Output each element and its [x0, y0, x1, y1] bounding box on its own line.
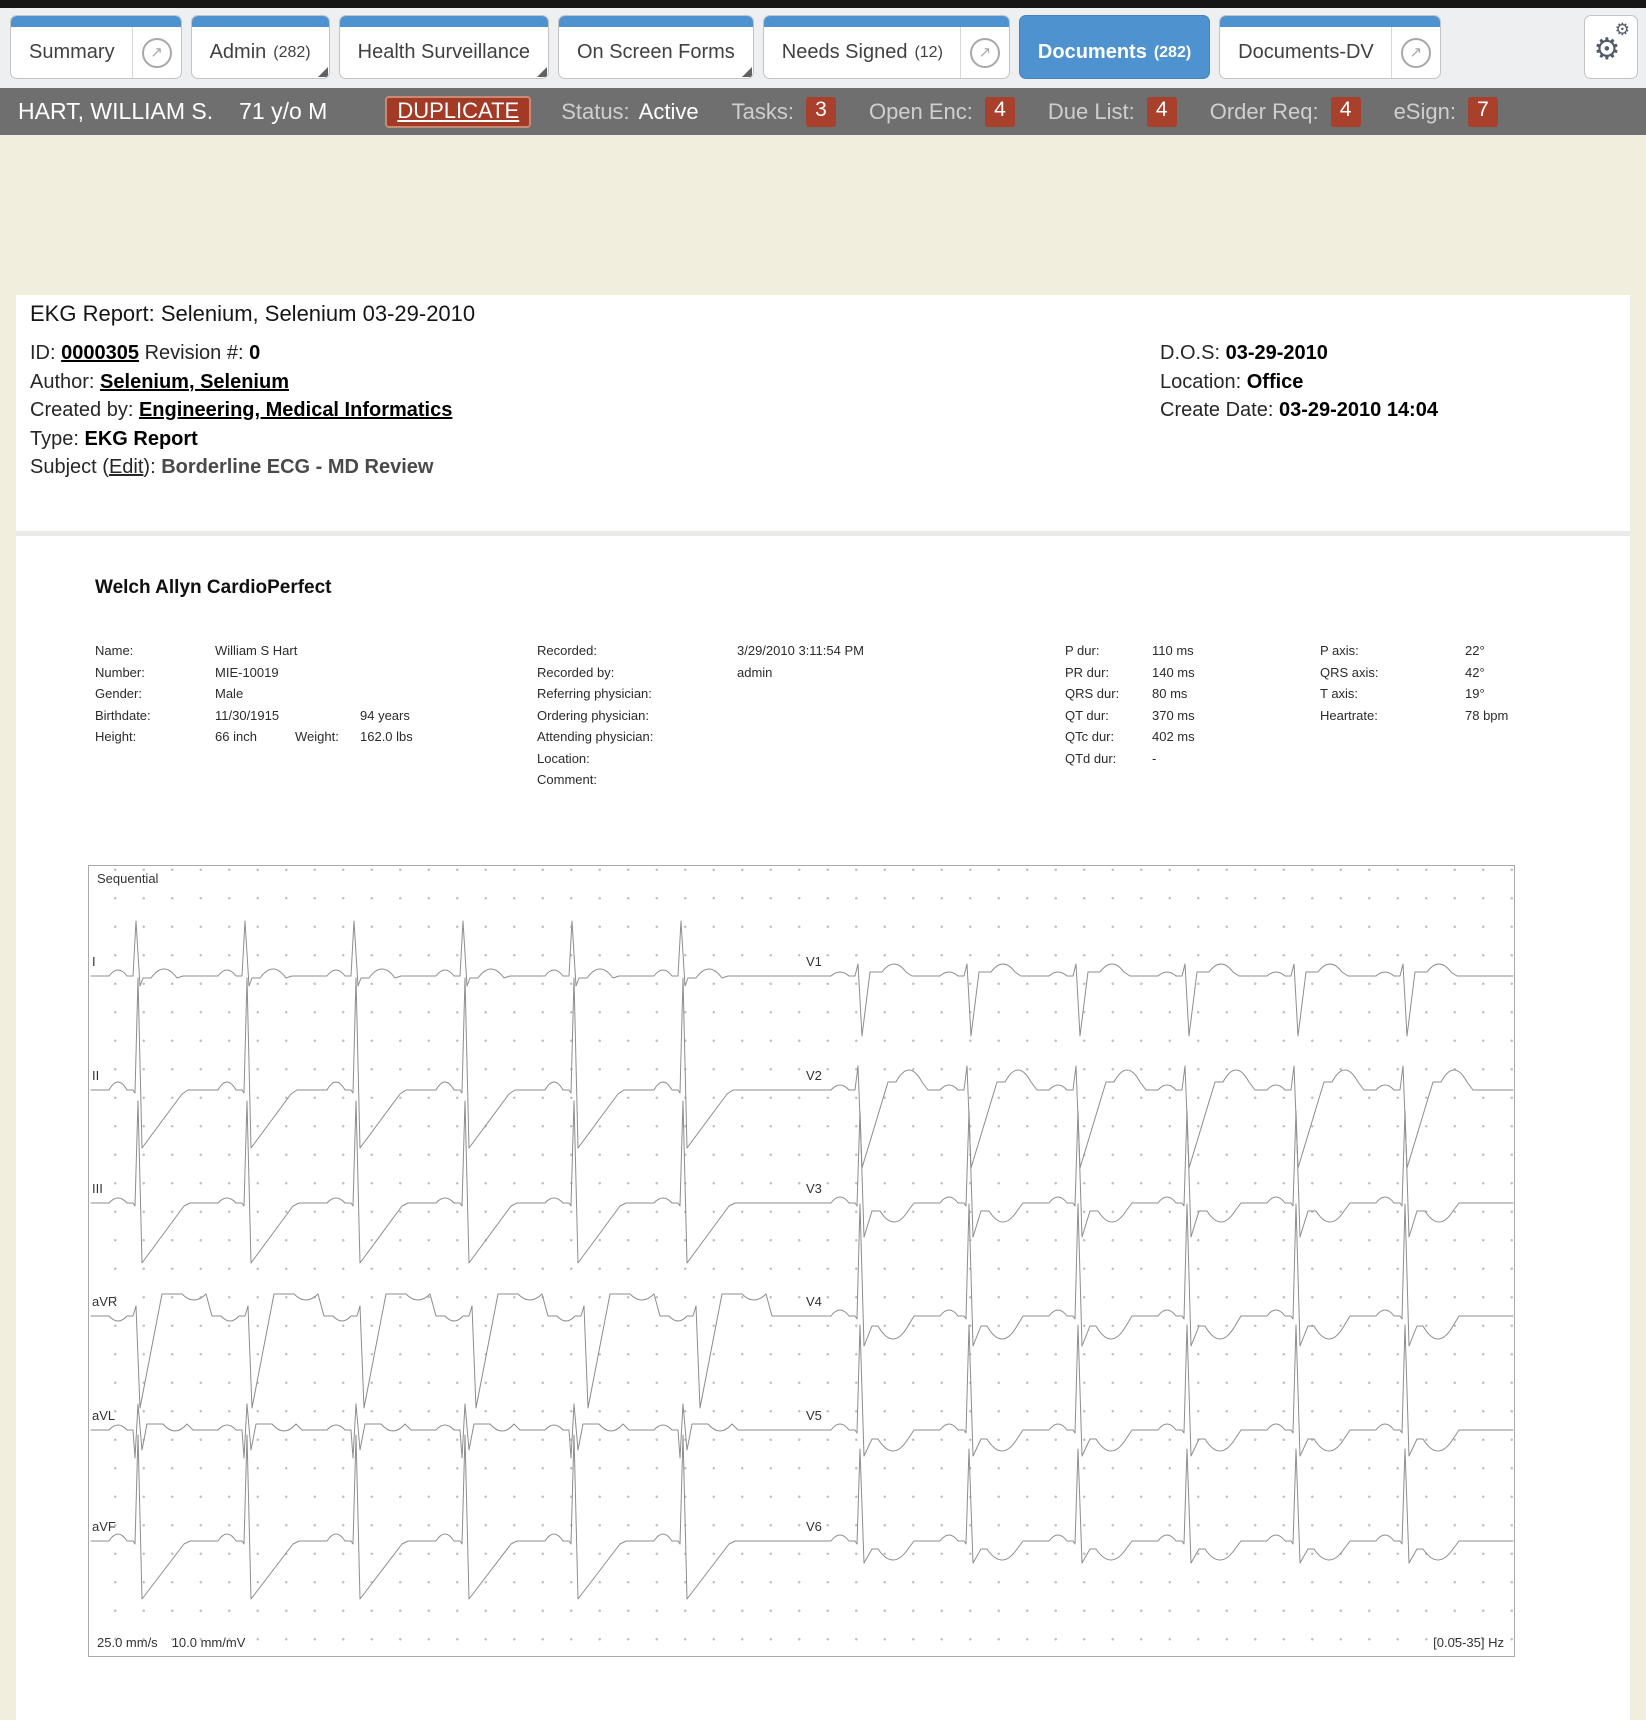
ekg-trace-ii: [91, 978, 801, 1148]
report-cell: 370 ms: [1152, 707, 1195, 723]
report-cell: William S Hart: [215, 643, 298, 658]
author-link[interactable]: Selenium, Selenium: [100, 370, 289, 393]
tab-summary[interactable]: [10, 15, 182, 79]
patient-bar: [0, 88, 1646, 135]
open-in-new-icon: ↗: [970, 38, 1000, 68]
report-cell: 402 ms: [1152, 729, 1195, 744]
tab-health-surveillance[interactable]: [339, 15, 549, 79]
patient-status: [561, 99, 698, 125]
report-cell: 22°: [1465, 643, 1485, 658]
tab-body: [340, 27, 548, 78]
gear-icon: ⚙: [1593, 32, 1621, 66]
tab-label: Summary: [29, 41, 115, 63]
report-cell: Recorded by:: [537, 664, 615, 680]
patient-name: HART, WILLIAM S.: [18, 98, 214, 124]
open-in-new-button[interactable]: [132, 27, 181, 78]
tab-body: [1020, 27, 1209, 78]
tab-accent-bar: [11, 16, 181, 27]
report-cell: Comment:: [537, 772, 597, 787]
lead-label-v1: V1: [806, 954, 822, 969]
tab-count: (282): [273, 43, 311, 61]
ekg-trace-avl: [91, 1404, 801, 1458]
report-cell: 140 ms: [1152, 664, 1195, 680]
report-cell: QTd dur:: [1065, 750, 1117, 766]
vendor-title: Welch Allyn CardioPerfect: [95, 577, 332, 598]
ekg-trace-v6: [801, 1449, 1513, 1563]
ekg-gain-value: 10.0 mm/mV: [171, 1635, 246, 1650]
tab-body: [764, 27, 1009, 78]
report-cell: admin: [737, 664, 773, 680]
report-cell: 78 bpm: [1465, 707, 1509, 723]
report-cell: QT dur:: [1065, 707, 1109, 723]
lead-label-i: I: [92, 954, 96, 969]
report-cell: Number:: [95, 664, 145, 680]
report-cell: P dur:: [1065, 643, 1100, 658]
revision-value: 0: [249, 342, 261, 364]
report-cell: 80 ms: [1152, 686, 1188, 701]
report-cell: 162.0 lbs: [360, 729, 413, 744]
ekg-trace-v1: [801, 964, 1513, 1036]
document-title: EKG Report: Selenium, Selenium 03-29-2010: [30, 301, 476, 326]
counter-label: Due List:: [1047, 98, 1135, 124]
document-info-right: [1160, 339, 1438, 425]
ekg-trace-i: [91, 921, 801, 986]
report-cell: PR dur:: [1065, 664, 1110, 680]
document-info-left: [30, 339, 452, 482]
counter-order-req: [1210, 97, 1361, 127]
report-info-grid: [16, 643, 1630, 813]
tab-accent-bar: [1020, 16, 1209, 27]
lead-label-iii: III: [92, 1181, 103, 1196]
tab-body: [11, 27, 181, 78]
report-cell: 3/29/2010 3:11:54 PM: [737, 643, 864, 658]
lead-label-v5: V5: [806, 1408, 822, 1423]
tab-on-screen-forms[interactable]: [558, 15, 754, 79]
tab-label: Health Surveillance: [357, 41, 530, 63]
report-cell: 42°: [1465, 664, 1485, 680]
counter-badge-esign[interactable]: 7: [1468, 97, 1498, 127]
tab-bar: [0, 8, 1646, 88]
tab-accent-bar: [1220, 16, 1440, 27]
tab-documents-dv[interactable]: [1219, 15, 1441, 79]
ekg-trace-v3: [801, 1111, 1513, 1237]
created-by-label: Created by:: [30, 399, 134, 421]
patient-counters: [699, 97, 1498, 127]
duplicate-badge[interactable]: DUPLICATE: [385, 96, 531, 128]
author-label: Author:: [30, 370, 95, 393]
gear-small-icon: ⚙: [1614, 20, 1630, 39]
counter-badge-order-req[interactable]: 4: [1331, 97, 1361, 127]
report-cell: 66 inch: [215, 729, 257, 744]
dropdown-corner-icon: [742, 67, 752, 77]
counter-label: eSign:: [1393, 98, 1456, 124]
location-value: Office: [1246, 370, 1304, 393]
open-in-new-icon: ↗: [142, 38, 172, 68]
subject-suffix: ):: [143, 456, 156, 478]
document-author-line: [30, 368, 452, 397]
counter-badge-due-list[interactable]: 4: [1147, 97, 1177, 127]
open-in-new-button[interactable]: [1391, 27, 1440, 78]
subject-prefix: Subject (: [30, 456, 109, 478]
dos-label: D.O.S:: [1160, 342, 1221, 364]
open-in-new-icon: ↗: [1401, 38, 1431, 68]
tab-count: (282): [1153, 43, 1192, 61]
type-label: Type:: [30, 427, 79, 450]
tab-count: (12): [914, 43, 943, 61]
tab-body: [559, 27, 753, 78]
tab-documents[interactable]: [1019, 15, 1210, 79]
dos-line: [1160, 339, 1438, 368]
subject-edit-link[interactable]: Edit: [108, 456, 144, 478]
report-cell: QTc dur:: [1065, 729, 1115, 744]
tab-label: Documents: [1037, 41, 1147, 63]
lead-label-v3: V3: [806, 1181, 822, 1196]
status-label: Status:: [561, 98, 630, 124]
counter-open-enc: [869, 97, 1015, 127]
ekg-trace-avr: [91, 1294, 801, 1408]
counter-esign: [1394, 97, 1498, 127]
counter-badge-open-enc[interactable]: 4: [985, 97, 1015, 127]
counter-tasks: [732, 97, 836, 127]
document-id-line: [30, 339, 452, 368]
location-line: [1160, 368, 1438, 397]
location-label: Location:: [1160, 370, 1242, 393]
report-cell: Ordering physician:: [537, 707, 649, 723]
id-link[interactable]: 0000305: [61, 342, 139, 364]
report-cell: Location:: [537, 750, 590, 766]
ekg-mode-label: Sequential: [97, 871, 159, 886]
patient-age-sex: 71 y/o M: [239, 98, 328, 124]
ekg-trace-iii: [91, 1101, 801, 1263]
counter-due-list: [1048, 97, 1177, 127]
counter-badge-tasks[interactable]: 3: [806, 97, 836, 127]
created-by-link[interactable]: Engineering, Medical Informatics: [138, 399, 453, 421]
dos-value: 03-29-2010: [1225, 342, 1328, 364]
report-cell: P axis:: [1320, 643, 1359, 658]
tab-accent-bar: [559, 16, 753, 27]
tab-admin[interactable]: [191, 15, 330, 79]
create-date-line: [1160, 396, 1438, 425]
section-divider: [16, 531, 1630, 536]
report-cell: QRS dur:: [1065, 686, 1120, 701]
revision-label: Revision #:: [144, 342, 244, 364]
lead-label-avr: aVR: [92, 1294, 118, 1309]
lead-label-v6: V6: [806, 1519, 822, 1534]
report-cell: Referring physician:: [537, 686, 652, 701]
report-cell: 19°: [1465, 686, 1485, 701]
counter-label: Order Req:: [1209, 98, 1319, 124]
subject-value: Borderline ECG - MD Review: [161, 456, 434, 478]
ekg-chart: [88, 865, 1515, 1657]
ekg-filter-label: [0.05-35] Hz: [1433, 1635, 1504, 1650]
ekg-trace-v5: [801, 1325, 1513, 1456]
report-cell: Recorded:: [537, 643, 597, 658]
ekg-trace-v4: [801, 1204, 1513, 1346]
counter-label: Open Enc:: [868, 98, 973, 124]
settings-button[interactable]: [1584, 15, 1638, 79]
lead-label-v4: V4: [806, 1294, 822, 1309]
report-cell: Birthdate:: [95, 707, 151, 723]
document-subject-line: [30, 453, 452, 482]
document-type-line: [30, 425, 452, 454]
document-created-by-line: [30, 396, 452, 425]
tab-label: Needs Signed: [781, 41, 908, 63]
report-cell: MIE-10019: [215, 664, 279, 680]
tab-accent-bar: [340, 16, 548, 27]
report-cell: Male: [215, 686, 244, 701]
lead-label-avl: aVL: [92, 1408, 116, 1423]
dropdown-corner-icon: [537, 67, 547, 77]
tab-label: Admin: [209, 41, 267, 63]
type-value: EKG Report: [84, 427, 198, 450]
tab-body: [192, 27, 329, 78]
document-card: [16, 295, 1630, 1720]
create-date-label: Create Date:: [1160, 399, 1274, 421]
create-date-value: 03-29-2010 14:04: [1278, 399, 1438, 421]
report-cell: Height:: [95, 729, 137, 744]
report-cell: Attending physician:: [537, 729, 654, 744]
report-cell: Heartrate:: [1320, 707, 1378, 723]
tab-accent-bar: [764, 16, 1009, 27]
lead-label-v2: V2: [806, 1068, 822, 1083]
report-cell: Gender:: [95, 686, 142, 701]
counter-label: Tasks:: [731, 98, 794, 124]
report-cell: Weight:: [295, 729, 339, 744]
tab-needs-signed[interactable]: [763, 15, 1010, 79]
lead-label-ii: II: [92, 1068, 100, 1083]
tab-body: [1220, 27, 1440, 78]
tab-row: [10, 15, 1441, 79]
content-area: [0, 135, 1646, 1720]
tab-label: On Screen Forms: [576, 41, 735, 63]
dropdown-corner-icon: [318, 67, 328, 77]
report-cell: T axis:: [1320, 686, 1359, 701]
tab-label: Documents-DV: [1238, 41, 1374, 63]
status-value: Active: [638, 98, 699, 124]
open-in-new-button[interactable]: [960, 27, 1009, 78]
ekg-trace-avf: [91, 1435, 801, 1599]
report-cell: QRS axis:: [1320, 664, 1379, 680]
id-label: ID:: [30, 342, 56, 364]
lead-label-avf: aVF: [92, 1519, 116, 1534]
window-top-strip: [0, 0, 1646, 8]
ekg-speed-value: 25.0 mm/s: [97, 1635, 158, 1650]
report-cell: 110 ms: [1152, 643, 1194, 658]
report-cell: 11/30/1915: [215, 707, 280, 723]
report-cell: 94 years: [360, 707, 410, 723]
report-cell: Name:: [95, 643, 134, 658]
tab-accent-bar: [192, 16, 329, 27]
report-cell: -: [1152, 750, 1157, 766]
